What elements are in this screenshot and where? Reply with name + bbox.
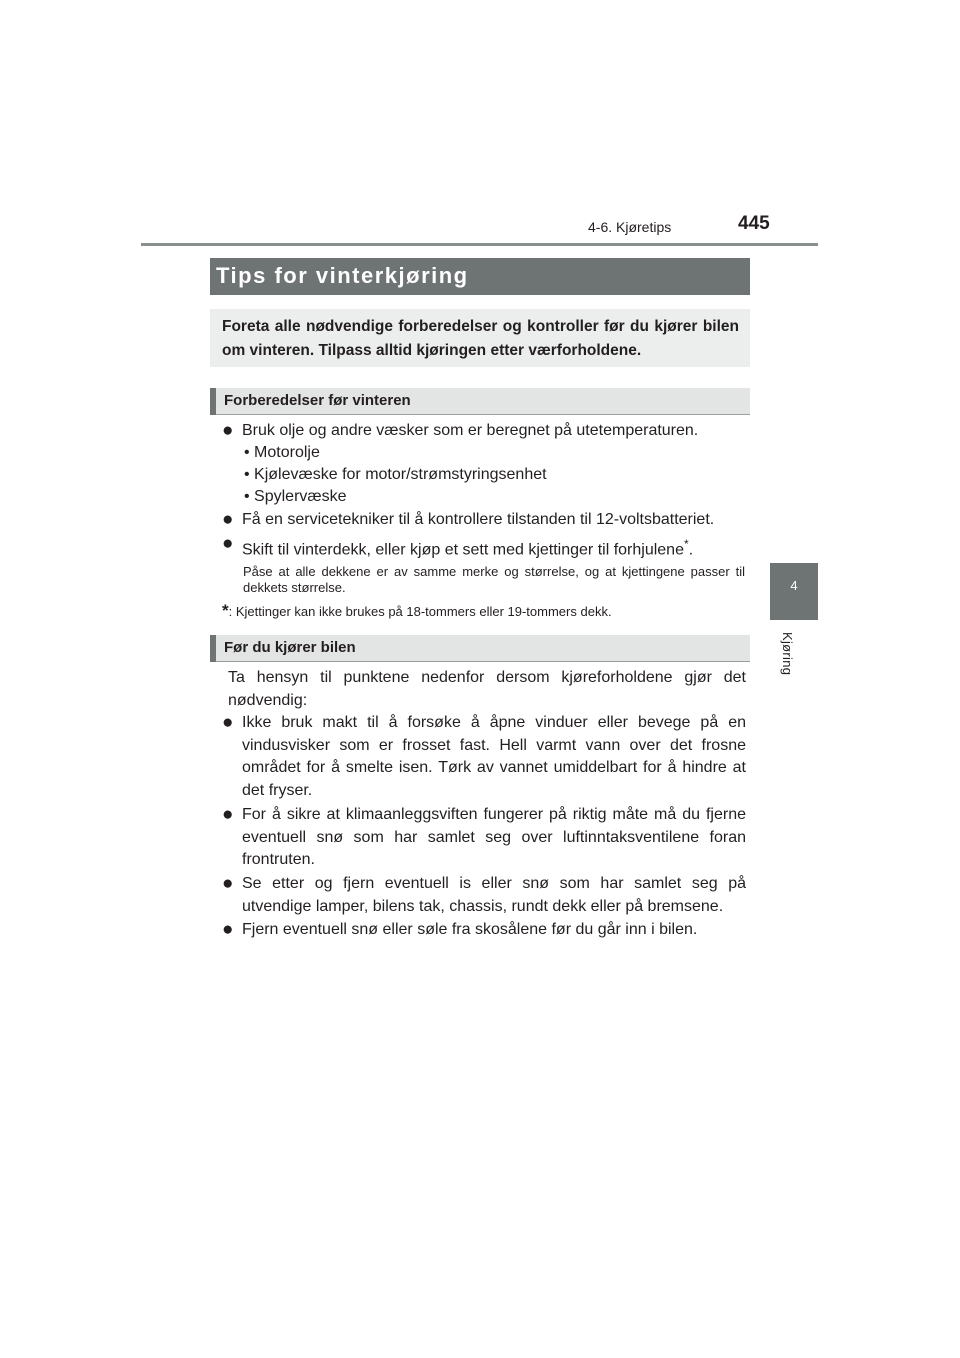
bullet-text: Fjern eventuell snø eller søle fra skosålene før du går inn i bilen.: [242, 921, 698, 938]
bullet-text: For å sikre at klimaanleggsviften fungerer på riktig måte må du fjerne eventuell snø som har samlet seg over luftinntaksventilene foran frontruten.: [242, 806, 746, 868]
bullet-text: Bruk olje og andre væsker som er beregnet på utetemperaturen.: [242, 422, 699, 439]
bullet-icon: ●: [222, 420, 234, 441]
section-header-preparation: [210, 388, 750, 415]
bullet-icon: ●: [222, 509, 234, 530]
footnote-marker: *: [222, 601, 229, 620]
bullet-text-end: .: [688, 541, 694, 559]
note-text: Påse at alle dekkene er av samme merke og størrelse, og at kjettingene passer til dekkets størrelse.: [243, 564, 745, 595]
section-intro-text: Ta hensyn til punktene nedenfor dersom kjøreforholdene gjør det nødvendig:: [228, 669, 746, 709]
bullet-icon: ●: [222, 712, 234, 733]
page-number: 445: [738, 213, 770, 234]
bullet-text-main: Skift til vinterdekk, eller kjøp et sett med kjettinger til forhjulene: [242, 541, 684, 559]
bullet-icon: ●: [222, 919, 234, 940]
bullet-text: Få en servicetekniker til å kontrollere tilstanden til 12-voltsbatteriet.: [242, 511, 715, 528]
footnote-text: : Kjettinger kan ikke brukes på 18-tommers eller 19-tommers dekk.: [228, 604, 612, 619]
bullet-icon: ●: [222, 873, 234, 894]
section-header-before-driving: [210, 635, 750, 662]
page-title: Tips for vinterkjøring: [216, 263, 469, 288]
bullet-text: Se etter og fjern eventuell is eller snø som har samlet seg på utvendige lamper, bilens tak, chassis, rundt dekk eller på bremsene.: [242, 875, 746, 915]
sub-bullet-icon: •: [244, 488, 255, 505]
sub-item-text: Spylervæske: [254, 488, 347, 505]
header-rule: [141, 243, 818, 246]
chapter-number: 4: [790, 578, 798, 593]
section-heading: Før du kjører bilen: [224, 639, 356, 656]
running-header-section: 4-6. Kjøretips: [588, 219, 672, 235]
sub-list-item: [244, 442, 320, 464]
sub-item-text: Motorolje: [254, 444, 320, 461]
sub-bullet-icon: •: [244, 466, 255, 483]
bullet-icon: ●: [222, 804, 234, 825]
sub-item-text: Kjølevæske for motor/strømstyringsenhet: [254, 466, 547, 483]
chapter-label: Kjøring: [780, 632, 795, 676]
footnote: [222, 603, 746, 620]
sub-list-item: [244, 486, 347, 508]
bullet-text: [242, 533, 746, 562]
section-heading: Forberedelser før vinteren: [224, 392, 411, 409]
sub-bullet-icon: •: [244, 444, 255, 461]
bullet-text: Ikke bruk makt til å forsøke å åpne vinduer eller bevege på en vindusvisker som er frosset fast. Hell varmt vann over det frosne området for å smelte isen. Tørk av vannet umiddelbart for å hindre at det fryser.: [242, 714, 746, 799]
sub-list-item: [244, 464, 547, 486]
footnote-marker: *: [683, 537, 689, 551]
intro-text: Foreta alle nødvendige forberedelser og kontroller før du kjører bilen om vinteren. Tilpass alltid kjøringen etter værforholdene.: [222, 318, 739, 359]
bullet-icon: ●: [222, 533, 234, 554]
